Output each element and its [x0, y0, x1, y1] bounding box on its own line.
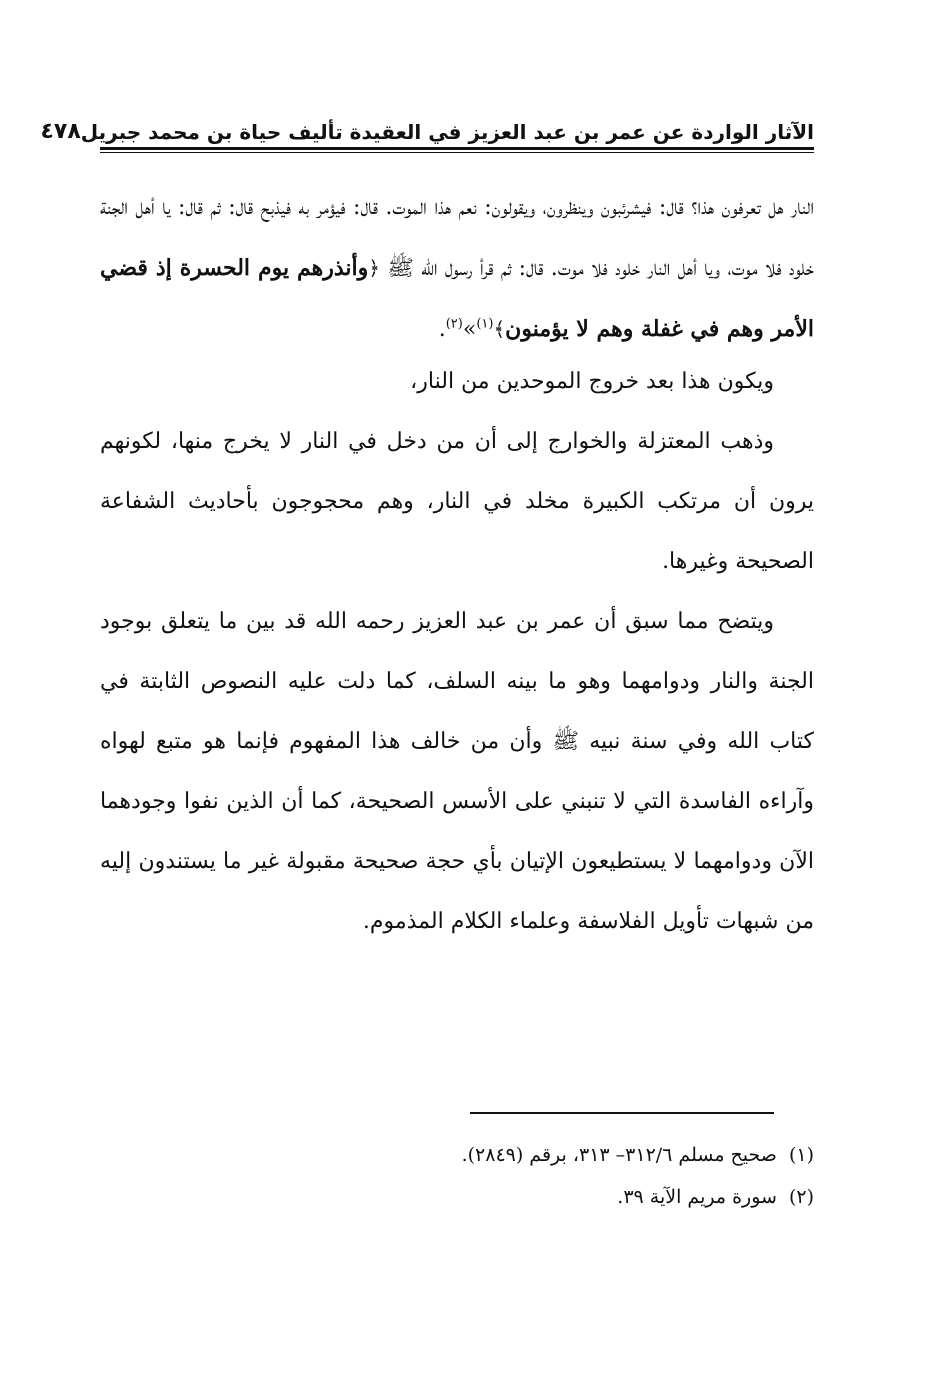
paragraph-3: وذهب المعتزلة والخوارج إلى أن من دخل في النار لا يخرج منها، لكونهم يرون أن مرتكب الكبيرة مخلد في النار، وهم محجوجون بأحاديث الشفاعة الصحيحة وغيرها. — [100, 429, 814, 574]
paragraph-1-text: النار هل تعرفون هذا؟ قال: فيشرئبون وينظرون، ويقولون: نعم هذا الموت. قال: فيؤمر به فيذبح قال: ثم قال: يا أهل الجنة خلود فلا موت، ويا أهل النار خلود فلا موت. قال: ثم قرأ رسول الله ﷺ — [100, 195, 814, 281]
footnotes — [100, 1134, 814, 1218]
footnote-separator — [470, 1112, 774, 1114]
paragraph-4: ويتضح مما سبق أن عمر بن عبد العزيز رحمه الله قد بين ما يتعلق بوجود الجنة والنار ودوامهما وهو ما بينه السلف، كما دلت عليه النصوص الثابتة في كتاب الله وفي سنة نبيه ﷺ وأن من خالف هذا المفهوم فإنما هو متبع لهواه وآراءه الفاسدة التي لا تنبني على الأسس الصحيحة، كما أن الذين نفوا وجودهما الآن ودوامهما لا يستطيعون الإتيان بأي حجة صحيحة مقبولة غير ما يستندون إليه من شبهات تأويل الفلاسفة وعلماء الكلام المذموم. — [100, 609, 814, 934]
header-title: الآثار الواردة عن عمر بن عبد العزيز في العقيدة تأليف حياة بن محمد جبريل — [80, 120, 814, 144]
footnote-ref-2: (٢) — [445, 316, 463, 332]
footnote-ref-1: (١) — [476, 316, 494, 332]
page-number: ٤٧٨ — [40, 119, 81, 144]
paragraph-2: ويكون هذا بعد خروج الموحدين من النار، — [410, 369, 774, 394]
footnote-1-number: (١) — [788, 1144, 814, 1166]
quote-close-mark: » — [462, 317, 477, 342]
paragraph-1-end: . — [438, 317, 446, 342]
running-header — [40, 108, 814, 144]
footnote-2 — [100, 1176, 814, 1218]
quran-bracket-close: ﴾ — [493, 317, 506, 341]
header-rule-thick — [100, 147, 814, 150]
footnote-1-text: صحيح مسلم ٣١٢/٦– ٣١٣، برقم (٢٨٤٩). — [461, 1144, 777, 1166]
quran-bracket-open: ﴿ — [368, 256, 380, 280]
paragraph-1 — [100, 178, 814, 360]
footnote-1 — [100, 1134, 814, 1176]
quran-verse: وأنذرهم يوم الحسرة إذ قضي الأمر وهم في غفلة وهم لا يؤمنون — [100, 255, 814, 342]
main-text — [100, 178, 814, 952]
footnote-2-text: سورة مريم الآية ٣٩. — [617, 1186, 777, 1208]
footnote-2-number: (٢) — [788, 1186, 814, 1208]
header-rule-thin — [100, 152, 814, 153]
